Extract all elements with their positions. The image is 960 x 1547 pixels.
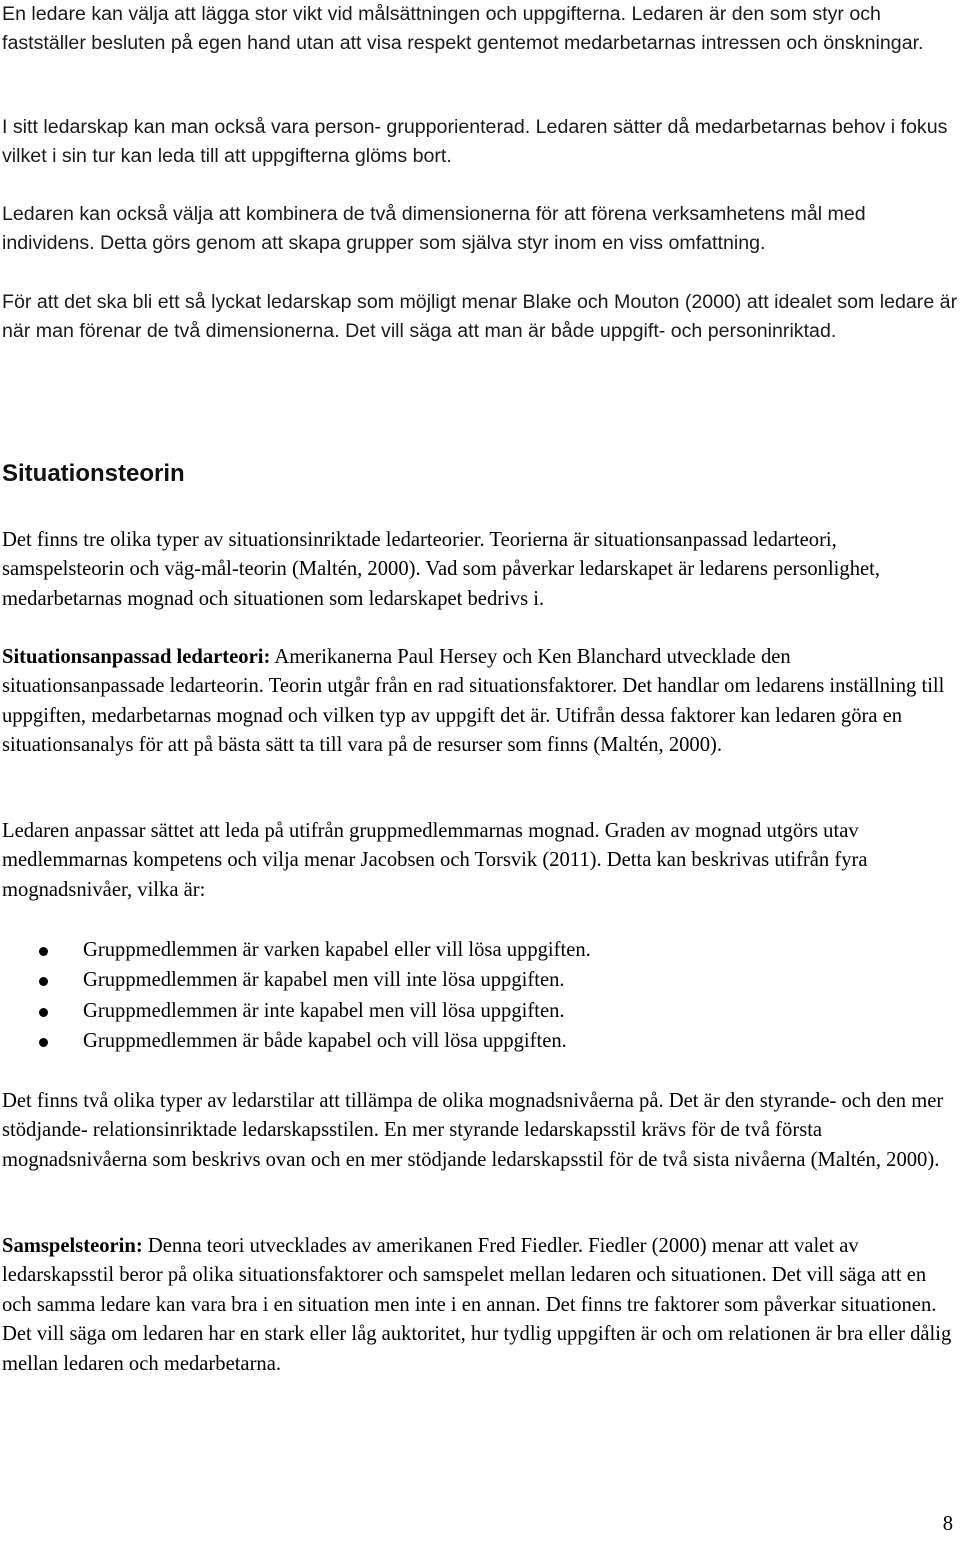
page-number: 8 (942, 1513, 953, 1535)
paragraph-task-orientation: En ledare kan välja att lägga stor vikt vid målsättningen och uppgifterna. Ledaren är den som styr och fastställer besluten på egen hand utan att visa respekt gentemot medarbetarnas intressen och önskningar. (2, 3, 924, 55)
paragraph-leadership-styles: Det finns två olika typer av ledarstilar att tillämpa de olika mognadsnivåerna på. Det är den styrande- och den mer stödjande- relationsinriktade ledarskapsstilen. En mer styrande ledarskapsstil krävs för de två första mognadsnivåerna som beskrivs ovan och en mer stödjande ledarskapsstil för de två sista nivåerna (Maltén, 2000). (2, 1090, 944, 1171)
list-item (2, 966, 942, 996)
bullet-icon (39, 947, 48, 956)
text-interplay: Denna teori utvecklades av amerikanen Fred Fiedler. Fiedler (2000) menar att valet av ledarskapsstil beror på olika situationsfaktorer och samspelet mellan ledaren och situationen. Det vill säga att en och samma ledare kan vara bra i en situation men inte i en annan. Det finns tre faktorer som påverkar situationen. Det vill säga om ledaren har en stark eller låg auktoritet, hur tydlig uppgiften är och om relationen är bra eller dålig mellan ledaren och medarbetarna. (2, 1235, 952, 1375)
list-item (2, 997, 942, 1027)
paragraph-combined-dimensions: Ledaren kan också välja att kombinera de två dimensionerna för att förena verksamhetens mål med individens. Detta görs genom att skapa grupper som själva styr inom en viss omfattning. (2, 203, 866, 255)
term-situational: Situationsanpassad ledarteori: (2, 646, 271, 668)
paragraph-intro: Det finns tre olika typer av situationsinriktade ledarteorier. Teorierna är situationsanpassad ledarteori, samspelsteorin och väg-mål-teorin (Maltén, 2000). Vad som påverkar ledarskapet är ledarens personlighet, medarbetarnas mognad och situationen som ledarskapet bedrivs i. (2, 529, 880, 610)
bullet-icon (39, 1038, 48, 1047)
bullet-icon (39, 977, 48, 986)
paragraph-situational-theory (2, 643, 958, 761)
bullet-icon (39, 1008, 48, 1017)
list-item (2, 1027, 942, 1057)
list-item-text: Gruppmedlemmen är varken kapabel eller vill lösa uppgiften. (83, 939, 591, 961)
list-item-text: Gruppmedlemmen är både kapabel och vill lösa uppgiften. (83, 1030, 567, 1053)
list-item-text: Gruppmedlemmen är kapabel men vill inte lösa uppgiften. (83, 969, 565, 992)
maturity-level-list (2, 936, 942, 1058)
paragraph-blake-mouton: För att det ska bli ett så lyckat ledarskap som möjligt menar Blake och Mouton (2000) att idealet som ledare är när man förenar de två dimensionerna. Det vill säga att man är både uppgift- och personinriktad. (2, 291, 958, 343)
paragraph-interplay-theory (2, 1232, 958, 1379)
list-item (2, 936, 942, 966)
section-heading: Situationsteorin (2, 460, 185, 487)
paragraph-person-orientation: I sitt ledarskap kan man också vara person- grupporienterad. Ledaren sätter då medarbetarnas behov i fokus vilket i sin tur kan leda till att uppgifterna glöms bort. (2, 116, 948, 168)
text-situational: Amerikanerna Paul Hersey och Ken Blanchard utvecklade den situationsanpassade ledarteorin. Teorin utgår från en rad situationsfaktorer. Det handlar om ledarens inställning till uppgiften, medarbetarnas mognad och vilken typ av uppgift det är. Utifrån dessa faktorer kan ledaren göra en situationsanalys för att på bästa sätt ta till vara på de resurser som finns (Maltén, 2000). (2, 646, 945, 757)
paragraph-maturity-intro: Ledaren anpassar sättet att leda på utifrån gruppmedlemmarnas mognad. Graden av mognad utgörs utav medlemmarnas kompetens och vilja menar Jacobsen och Torsvik (2011). Detta kan beskrivas utifrån fyra mognadsnivåer, vilka är: (2, 820, 868, 901)
list-item-text: Gruppmedlemmen är inte kapabel men vill lösa uppgiften. (83, 999, 565, 1022)
term-interplay: Samspelsteorin: (2, 1235, 143, 1257)
